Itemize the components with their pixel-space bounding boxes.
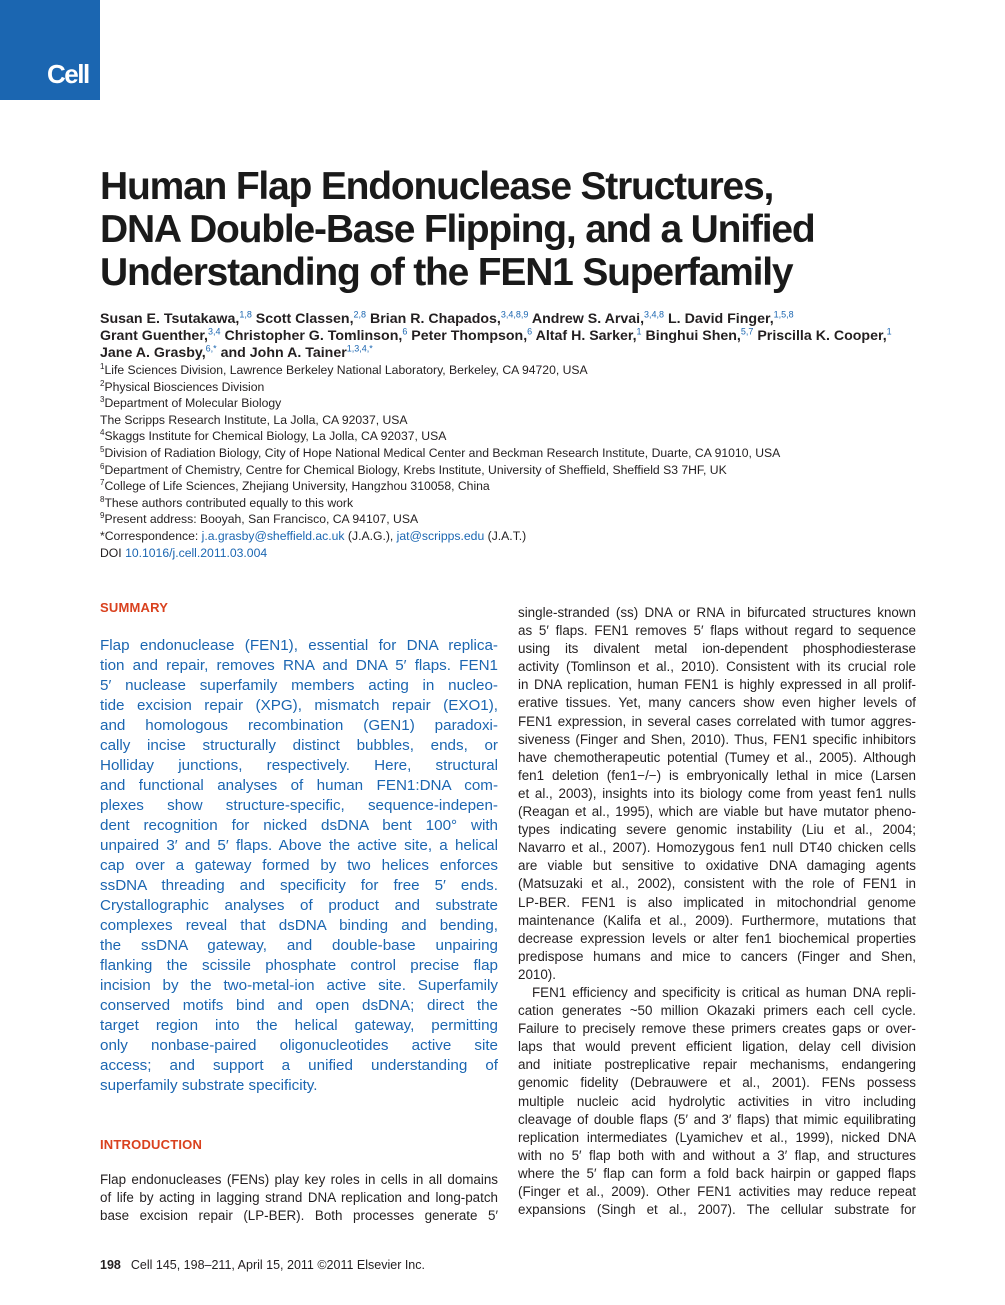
email-link-tainer[interactable]: jat@scripps.edu: [396, 528, 485, 543]
author-line: [100, 328, 930, 345]
affil-text: Present address: Booyah, San Francisco, CA 94107, USA: [104, 512, 419, 527]
affil-text: Department of Chemistry, Centre for Chemical Biology, Krebs Institute, University of Sheffield, Sheffield S3 7HF, UK: [104, 462, 727, 477]
affil-text: Physical Biosciences Division: [104, 379, 265, 394]
title-line: DNA Double-Base Flipping, and a Unified: [100, 208, 815, 251]
right-column: [518, 604, 916, 1219]
author-affil-ref[interactable]: 6: [402, 326, 408, 337]
author-line: [100, 311, 930, 328]
author-name: Susan E. Tsutakawa,: [100, 311, 240, 327]
body-line: using its divalent metal ion-dependent phosphodiesterase: [518, 641, 916, 657]
affiliation: [100, 445, 930, 462]
body-line: genomic fidelity (Debrauwere et al., 2001). FENs possess: [518, 1075, 916, 1091]
body-line: (Finger et al., 2009). Other FEN1 activities may reduce repeat: [518, 1184, 916, 1199]
body-line: single-stranded (ss) DNA or RNA in bifurcated structures known: [518, 605, 916, 620]
body-line: replication intermediates (Lyamichev et al., 1999), nicked DNA: [518, 1129, 916, 1145]
body-line: of life by acting in lagging strand DNA replication and long-patch: [100, 1190, 498, 1206]
body-line: FEN1 expression, in several cases correlated with tumor aggres-: [518, 713, 916, 729]
summary-line: unpaired 3′ and 5′ flaps. Above the active site, a helical: [100, 837, 498, 854]
summary-line: tide excision repair (XPG), mismatch repair (EXO1),: [100, 697, 498, 714]
affiliation: [100, 511, 930, 528]
affil-number: 6: [100, 461, 105, 471]
author-name: Priscilla K. Cooper,: [753, 328, 887, 344]
author-name: Altaf H. Sarker,: [532, 328, 637, 344]
summary-line: incision by the two-metal-ion active site. Superfamily: [100, 977, 498, 994]
author-affil-ref[interactable]: 3,4: [208, 326, 221, 337]
article-title: [100, 165, 930, 294]
affiliation: [100, 395, 930, 412]
author-name: L. David Finger,: [664, 311, 774, 327]
body-line: multiple nucleic acid hydrolytic activities in vitro including: [518, 1093, 916, 1109]
summary-line: tion and repair, removes RNA and DNA 5′ flaps. FEN1: [100, 657, 498, 674]
affiliation: [100, 362, 930, 379]
author-name: Jane A. Grasby,: [100, 345, 206, 361]
summary-text: [100, 636, 498, 1096]
author-name: Grant Guenther,: [100, 328, 208, 344]
summary-line: Flap endonuclease (FEN1), essential for DNA replica-: [100, 637, 498, 654]
correspondence-initials: (J.A.T.): [484, 528, 527, 543]
summary-line: 5′ nuclease superfamily members acting in nucleo-: [100, 677, 498, 694]
journal-logo: Cell: [47, 59, 89, 89]
body-line: 2010).: [518, 966, 556, 982]
affil-number: 7: [100, 478, 105, 488]
affil-text: Skaggs Institute for Chemical Biology, La Jolla, CA 92037, USA: [104, 429, 447, 444]
doi: [100, 545, 930, 562]
introduction-heading: INTRODUCTION: [100, 1137, 203, 1152]
summary-heading: SUMMARY: [100, 600, 169, 615]
body-line: (Matsuzaki et al., 2002), consistent with the role of FEN1 in: [518, 876, 916, 892]
body-line: are viable but sensitive to oxidative DNA damaging agents: [518, 858, 916, 874]
body-line: types indicating severe genomic instability (Liu et al., 2004;: [518, 822, 916, 838]
affil-text: The Scripps Research Institute, La Jolla, CA 92037, USA: [100, 412, 408, 427]
body-line: decrease expression levels or alter fen1 biochemical properties: [518, 930, 916, 946]
journal-citation: Cell 145, 198–211, April 15, 2011 ©2011 Elsevier Inc.: [130, 1258, 425, 1272]
affiliation: [100, 495, 930, 512]
body-line: and initiate postreplicative repair mechanisms, endangering: [518, 1057, 916, 1073]
summary-line: and functional analyses of human FEN1:DNA com-: [100, 777, 498, 794]
body-line: cation generates ~50 million Okazaki primers each cell cycle.: [518, 1003, 916, 1019]
author-affil-ref[interactable]: 3,4,8: [644, 309, 665, 320]
body-line: LP-BER. FEN1 is also implicated in mitochondrial genome: [518, 894, 916, 910]
body-line: Failure to precisely remove these primers creates gaps or over-: [518, 1021, 916, 1037]
author-affil-ref[interactable]: 5,7: [740, 326, 754, 337]
author-name: and John A. Tainer: [216, 345, 347, 361]
affil-number: 5: [100, 444, 105, 454]
affil-text: Division of Radiation Biology, City of Hope National Medical Center and Beckman Research Institute, Duarte, CA 91010, USA: [104, 445, 781, 460]
body-line: maintenance (Kalifa et al., 2009). Furthermore, mutations that: [518, 912, 916, 928]
author-name: Christopher G. Tomlinson,: [220, 328, 403, 344]
body-line: (Reagan et al., 1995), which are viable but have mutator pheno-: [518, 804, 916, 820]
page-number: 198: [100, 1258, 121, 1272]
body-line: cleavage of double flaps (5′ and 3′ flaps) that mimic equilibrating: [518, 1111, 916, 1127]
author-name: Brian R. Chapados,: [366, 311, 501, 327]
body-line: base excision repair (LP-BER). Both processes generate 5′: [100, 1208, 498, 1224]
body-line: erative tissues. Yet, many cancers show even higher levels of: [518, 695, 916, 711]
body-line: as 5′ flaps. FEN1 removes 5′ flaps without regard to sequence: [518, 623, 916, 639]
author-affil-ref[interactable]: 6: [527, 326, 533, 337]
page-footer: [100, 1258, 425, 1272]
author-name: Scott Classen,: [251, 311, 354, 327]
affiliation: [100, 412, 930, 429]
body-line: FEN1 efficiency and specificity is critical as human DNA repli-: [532, 984, 916, 1000]
introduction-text: [100, 1171, 498, 1225]
affiliation: [100, 478, 930, 495]
author-name: Binghui Shen,: [641, 328, 741, 344]
summary-line: only nonbase-paired oligonucleotides active site: [100, 1037, 498, 1054]
summary-line: dent recognition for nicked dsDNA bent 100° with: [100, 817, 498, 834]
body-line: expansions (Singh et al., 2007). The cellular substrate for: [518, 1202, 916, 1218]
affiliation: [100, 462, 930, 479]
doi-label: DOI: [100, 545, 126, 560]
left-column: [100, 600, 498, 1225]
author-affil-ref[interactable]: 1,8: [239, 309, 252, 320]
affil-number: 9: [100, 511, 105, 521]
summary-line: cap over a gateway formed by two helices enforces: [100, 857, 498, 874]
summary-line: plexes show structure-specific, sequence-indepen-: [100, 797, 498, 814]
affil-number: 3: [100, 395, 105, 405]
title-line: Understanding of the FEN1 Superfamily: [100, 251, 793, 294]
affil-number: 8: [100, 494, 105, 504]
body-line: Flap endonucleases (FENs) play key roles in cells in all domains: [100, 1172, 498, 1187]
author-affil-ref[interactable]: 6,*: [205, 343, 217, 354]
body-line: fen1 deletion (fen1−/−) is embryonically lethal in mice (Larsen: [518, 767, 916, 783]
author-affil-ref[interactable]: 1: [886, 326, 892, 337]
affil-number: 4: [100, 428, 105, 438]
body-line: laps that would prevent efficient ligation, delay cell division: [518, 1039, 916, 1055]
doi-link[interactable]: 10.1016/j.cell.2011.03.004: [125, 545, 268, 560]
summary-line: and homologous recombination (GEN1) paradoxi-: [100, 717, 498, 734]
author-line: [100, 345, 930, 362]
summary-line: ssDNA threading and specificity for free 5′ ends.: [100, 877, 498, 894]
affil-text: Department of Molecular Biology: [104, 396, 282, 411]
author-affil-ref[interactable]: 1: [636, 326, 642, 337]
author-name: Peter Thompson,: [407, 328, 528, 344]
summary-line: superfamily substrate specificity.: [100, 1077, 318, 1094]
email-link-grasby[interactable]: j.a.grasby@sheffield.ac.uk: [201, 528, 345, 543]
body-line: with no 5′ flap both with and without a 3′ flap, and structures: [518, 1147, 916, 1163]
affil-text: Life Sciences Division, Lawrence Berkeley National Laboratory, Berkeley, CA 94720, USA: [104, 363, 588, 377]
affiliation: [100, 379, 930, 396]
correspondence-label: *Correspondence:: [100, 528, 202, 543]
summary-line: Holliday junctions, respectively. Here, structural: [100, 757, 498, 774]
author-name: Andrew S. Arvai,: [528, 311, 645, 327]
summary-line: target region into the helical gateway, permitting: [100, 1017, 498, 1034]
body-line: siveness (Finger and Shen, 2010). Thus, FEN1 specific inhibitors: [518, 731, 916, 747]
summary-line: Crystallographic analyses of product and substrate: [100, 897, 498, 914]
affil-text: These authors contributed equally to this work: [104, 495, 354, 510]
title-line: Human Flap Endonuclease Structures,: [100, 165, 774, 208]
affil-number: 2: [100, 378, 105, 388]
body-line: et al., 2003), insights into its biology come from yeast fen1 nulls: [518, 785, 916, 801]
summary-line: conserved motifs bind and open dsDNA; direct the: [100, 997, 498, 1014]
affil-number: 1: [100, 361, 105, 371]
body-line: activity (Tomlinson et al., 2010). Consistent with its crucial role: [518, 659, 916, 675]
author-affil-ref[interactable]: 1,3,4,*: [346, 343, 373, 354]
author-affil-ref[interactable]: 3,4,8,9: [500, 309, 529, 320]
correspondence: [100, 528, 930, 545]
body-line: in DNA replication, human FEN1 is highly expressed in all prolif-: [518, 677, 916, 693]
correspondence-initials: (J.A.G.),: [344, 528, 397, 543]
author-list: [100, 311, 930, 362]
affil-text: College of Life Sciences, Zhejiang University, Hangzhou 310058, China: [104, 479, 490, 494]
body-line: predispose humans and mice to cancers (Finger and Shen,: [518, 948, 916, 964]
summary-line: flanking the scissile phosphate control precise flap: [100, 957, 498, 974]
summary-line: cally incise structurally distinct bubbles, ends, or: [100, 737, 498, 754]
body-line: Navarro et al., 2007). Homozygous fen1 null DT40 chicken cells: [518, 840, 916, 856]
author-affil-ref[interactable]: 1,5,8: [773, 309, 794, 320]
summary-line: access; and support a unified understanding of: [100, 1057, 498, 1074]
body-line: where the 5′ flap can form a fold back hairpin or gapped flaps: [518, 1165, 916, 1181]
author-affil-ref[interactable]: 2,8: [353, 309, 367, 320]
summary-line: complexes reveal that dsDNA binding and bending,: [100, 917, 498, 934]
body-line: have chemotherapeutic potential (Tumey et al., 2005). Although: [518, 749, 916, 765]
summary-line: the ssDNA gateway, and double-base unpairing: [100, 937, 498, 954]
affiliation-list: [100, 362, 930, 561]
affiliation: [100, 428, 930, 445]
